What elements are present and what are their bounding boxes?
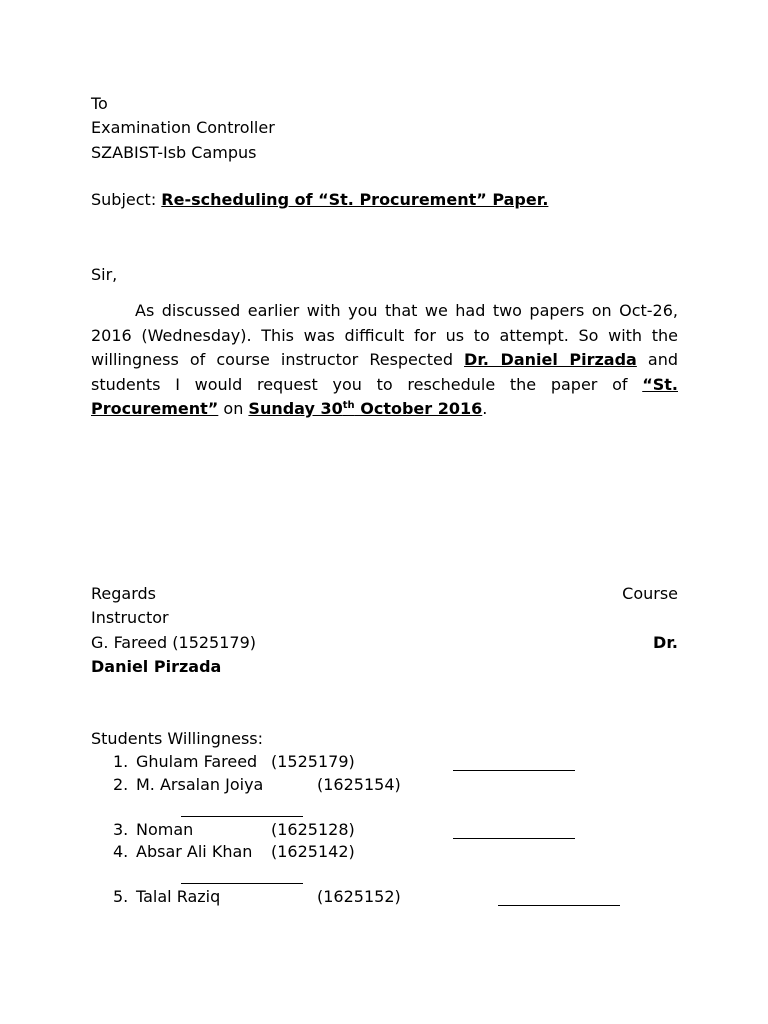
student-3-name: Noman	[136, 820, 194, 839]
recipient-campus: SZABIST-Isb Campus	[91, 143, 257, 162]
subject-line	[91, 190, 548, 210]
body-end: .	[482, 399, 488, 418]
closing-dr: Dr.	[653, 633, 678, 652]
subject-text: Re-scheduling of “St. Procurement” Paper.	[161, 190, 549, 209]
exam-date	[248, 399, 482, 418]
closing-regards: Regards	[91, 584, 156, 603]
student-5-name: Talal Raziq	[136, 887, 221, 906]
closing-instructor-name: Daniel Pirzada	[91, 657, 222, 676]
recipient-to: To	[91, 94, 108, 113]
student-3-signature-line	[453, 838, 575, 839]
student-4-name: Absar Ali Khan	[136, 842, 253, 861]
student-3-id: (1625128)	[271, 820, 355, 839]
exam-date-rest: October 2016	[354, 399, 483, 418]
body-part2: and students I would request you to reschedule the paper of	[91, 350, 679, 394]
exam-date-suffix: th	[342, 400, 355, 411]
subject-label: Subject:	[91, 190, 157, 209]
student-1-name: Ghulam Fareed	[136, 752, 258, 771]
student-2-name: M. Arsalan Joiya	[136, 775, 264, 794]
willingness-heading: Students Willingness:	[91, 729, 263, 748]
student-4-signature-line	[181, 883, 303, 884]
body-part3: on	[218, 399, 249, 418]
body-part1: As discussed earlier with you that we had two papers on Oct-26, 2016 (Wednesday). This was difficult for us to attempt. So with the willingness of course instructor Respected	[91, 301, 678, 369]
student-4-id: (1625142)	[271, 842, 355, 861]
student-1-signature-line	[453, 770, 575, 771]
student-2-num: 2.	[113, 775, 129, 794]
body-paragraph	[91, 299, 678, 422]
student-5-signature-line	[498, 905, 620, 906]
student-1-num: 1.	[113, 752, 129, 771]
instructor-name-inline: Dr. Daniel Pirzada	[464, 350, 637, 369]
closing-course: Course	[622, 584, 678, 603]
salutation: Sir,	[91, 265, 118, 284]
exam-date-day: Sunday 30	[248, 399, 343, 418]
student-4-num: 4.	[113, 842, 129, 861]
student-2-signature-line	[181, 816, 303, 817]
paper-name: “St. Procurement”	[91, 374, 678, 418]
recipient-title: Examination Controller	[91, 118, 275, 137]
student-3-num: 3.	[113, 820, 129, 839]
student-1-id: (1525179)	[271, 752, 355, 771]
closing-instructor-label: Instructor	[91, 608, 169, 627]
student-2-id: (1625154)	[317, 775, 401, 794]
student-5-id: (1625152)	[317, 887, 401, 906]
closing-sender: G. Fareed (1525179)	[91, 633, 257, 652]
student-5-num: 5.	[113, 887, 129, 906]
